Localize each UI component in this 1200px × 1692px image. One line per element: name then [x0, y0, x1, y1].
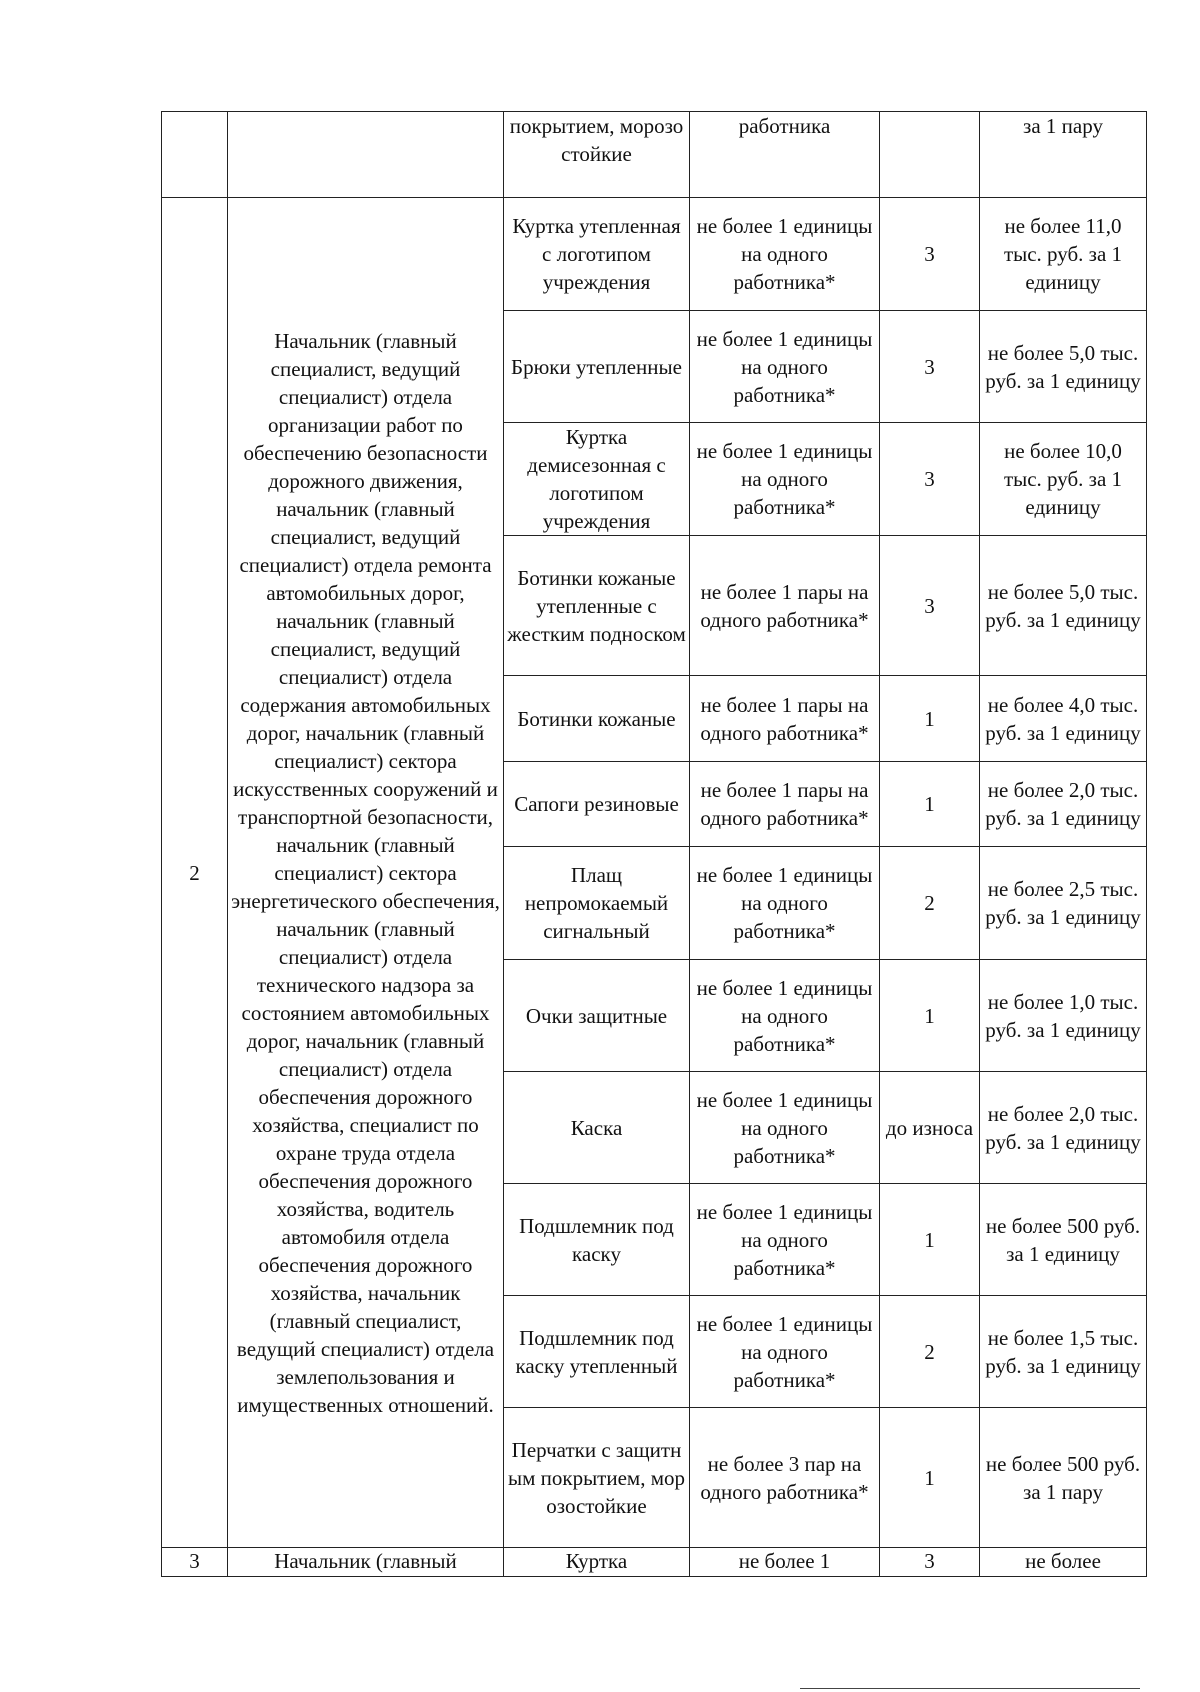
- price-cell: не более 500 руб. за 1 единицу: [980, 1184, 1147, 1296]
- item-cell: Ботинки кожаные утепленные с жестким подноском: [504, 536, 690, 676]
- item-cell: покрытием, морозостойкие: [504, 112, 690, 198]
- item-cell: Брюки утепленные: [504, 311, 690, 423]
- item-cell: Сапоги резиновые: [504, 762, 690, 847]
- term-cell: 3: [880, 198, 980, 311]
- norm-cell: не более 1 единицы на одного работника*: [690, 198, 880, 311]
- clothing-norms-table: [161, 111, 1147, 1577]
- item-cell: Куртка: [504, 1548, 690, 1577]
- term-cell: до износа: [880, 1072, 980, 1184]
- norm-cell: не более 1 единицы на одного работника*: [690, 847, 880, 960]
- price-cell: не более 4,0 тыс. руб. за 1 единицу: [980, 676, 1147, 762]
- term-cell: 1: [880, 762, 980, 847]
- price-cell: не более 1,0 тыс. руб. за 1 единицу: [980, 960, 1147, 1072]
- price-cell: не более 2,0 тыс. руб. за 1 единицу: [980, 1072, 1147, 1184]
- table-row: [162, 198, 1147, 311]
- term-cell: [880, 112, 980, 198]
- item-cell: Перчатки с защитным покрытием, морозостойкие: [504, 1408, 690, 1548]
- term-cell: 3: [880, 1548, 980, 1577]
- item-cell: Каска: [504, 1072, 690, 1184]
- item-cell: Плащ непромокаемый сигнальный: [504, 847, 690, 960]
- term-cell: 2: [880, 847, 980, 960]
- term-cell: 3: [880, 536, 980, 676]
- price-cell: не более: [980, 1548, 1147, 1577]
- norm-cell: не более 1 единицы на одного работника*: [690, 1184, 880, 1296]
- item-cell: Куртка утепленная с логотипом учреждения: [504, 198, 690, 311]
- item-cell: Куртка демисезонная с логотипом учреждения: [504, 423, 690, 536]
- row-number: [162, 112, 228, 198]
- norm-cell: не более 1 единицы на одного работника*: [690, 423, 880, 536]
- item-cell: Ботинки кожаные: [504, 676, 690, 762]
- norm-cell: не более 1 пары на одного работника*: [690, 762, 880, 847]
- price-cell: не более 11,0 тыс. руб. за 1 единицу: [980, 198, 1147, 311]
- row-number: 2: [162, 198, 228, 1548]
- term-cell: 2: [880, 1296, 980, 1408]
- position-cell: Начальник (главный: [228, 1548, 504, 1577]
- term-cell: 1: [880, 960, 980, 1072]
- norm-cell: не более 1 единицы на одного работника*: [690, 960, 880, 1072]
- item-cell: Подшлемник под каску утепленный: [504, 1296, 690, 1408]
- row-number: 3: [162, 1548, 228, 1577]
- norm-cell: не более 1 пары на одного работника*: [690, 676, 880, 762]
- price-cell: не более 2,0 тыс. руб. за 1 единицу: [980, 762, 1147, 847]
- price-cell: за 1 пару: [980, 112, 1147, 198]
- norm-cell: не более 1 единицы на одного работника*: [690, 1296, 880, 1408]
- item-cell: Очки защитные: [504, 960, 690, 1072]
- norm-cell: не более 3 пар на одного работника*: [690, 1408, 880, 1548]
- table-row: [162, 1548, 1147, 1577]
- price-cell: не более 5,0 тыс. руб. за 1 единицу: [980, 311, 1147, 423]
- term-cell: 3: [880, 311, 980, 423]
- norm-cell: не более 1 единицы на одного работника*: [690, 311, 880, 423]
- continuation-row: [162, 112, 1147, 198]
- term-cell: 1: [880, 676, 980, 762]
- term-cell: 1: [880, 1408, 980, 1548]
- norm-cell: не более 1 пары на одного работника*: [690, 536, 880, 676]
- position-cell: [228, 112, 504, 198]
- term-cell: 1: [880, 1184, 980, 1296]
- price-cell: не более 10,0 тыс. руб. за 1 единицу: [980, 423, 1147, 536]
- norm-cell: работника: [690, 112, 880, 198]
- price-cell: не более 2,5 тыс. руб. за 1 единицу: [980, 847, 1147, 960]
- norm-cell: не более 1 единицы на одного работника*: [690, 1072, 880, 1184]
- position-cell: Начальник (главный специалист, ведущий специалист) отдела организации работ по обеспечению безопасности дорожного движения, начальник (главный специалист, ведущий специалист) отдела ремонта автомобильных дорог, начальник (главный специалист, ведущий специалист) отдела содержания автомобильных дорог, начальник (главный специалист) сектора искусственных сооружений и транспортной безопасности, начальник (главный специалист) сектора энергетического обеспечения, начальник (главный специалист) отдела технического надзора за состоянием автомобильных дорог, начальник (главный специалист) отдела обеспечения дорожного хозяйства, специалист по охране труда отдела обеспечения дорожного хозяйства, водитель автомобиля отдела обеспечения дорожного хозяйства, начальник (главный специалист, ведущий специалист) отдела землепользования и имущественных отношений.: [228, 198, 504, 1548]
- norm-cell: не более 1: [690, 1548, 880, 1577]
- item-cell: Подшлемник под каску: [504, 1184, 690, 1296]
- price-cell: не более 1,5 тыс. руб. за 1 единицу: [980, 1296, 1147, 1408]
- price-cell: не более 5,0 тыс. руб. за 1 единицу: [980, 536, 1147, 676]
- term-cell: 3: [880, 423, 980, 536]
- price-cell: не более 500 руб. за 1 пару: [980, 1408, 1147, 1548]
- footer-rule: [800, 1688, 1140, 1689]
